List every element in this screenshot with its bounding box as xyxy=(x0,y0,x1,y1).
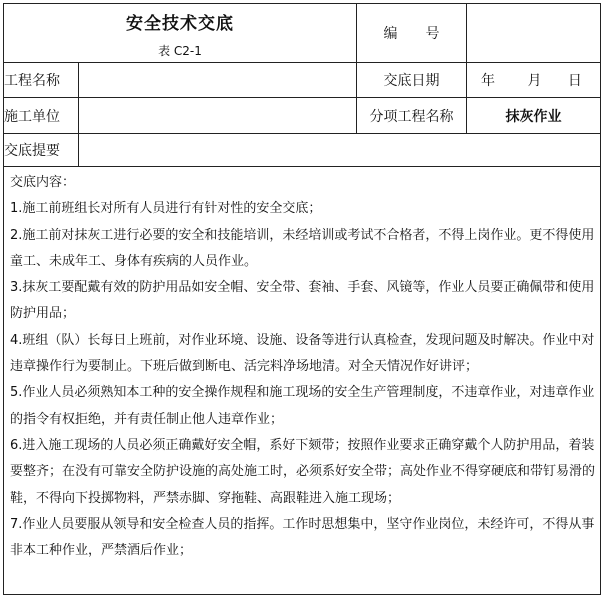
project-name-value[interactable] xyxy=(79,63,357,98)
content-item-3: 3.抹灰工要配戴有效的防护用品如安全帽、安全带、套袖、手套、风镜等，作业人员要正确佩带和使用防护用品； xyxy=(10,280,595,322)
subitem-label: 分项工程名称 xyxy=(357,98,467,134)
content-item-6: 6.进入施工现场的人员必须正确戴好安全帽，系好下颏带；按照作业要求正确穿戴个人防护用品，着装要整齐；在没有可靠安全防护设施的高处施工时，必须系好安全带；高处作业不得穿硬底和带钉易滑的鞋，不得向下投掷物料，严禁赤脚、穿拖鞋、高跟鞋进入施工现场； xyxy=(10,437,596,506)
form-title: 安全技术交底 xyxy=(126,14,234,34)
date-value[interactable] xyxy=(467,63,601,98)
disclosure-content xyxy=(4,167,601,595)
title-cell xyxy=(4,4,357,63)
project-name-label: 工程名称 xyxy=(4,63,79,98)
unit-value[interactable] xyxy=(79,98,357,134)
form-code: 表 C2-1 xyxy=(158,44,202,58)
unit-label: 施工单位 xyxy=(4,98,79,134)
number-value[interactable] xyxy=(467,4,601,63)
date-year: 年 xyxy=(481,73,495,89)
summary-label: 交底提要 xyxy=(4,134,79,167)
content-heading: 交底内容： xyxy=(10,175,76,190)
date-day: 日 xyxy=(567,73,582,89)
content-item-7: 7.作业人员要服从领导和安全检查人员的指挥。工作时思想集中，坚守作业岗位，未经许可，不得从事非本工种作业，严禁酒后作业； xyxy=(10,516,595,559)
summary-value[interactable] xyxy=(79,134,601,167)
date-month: 月 xyxy=(527,73,542,89)
content-item-4: 4.班组（队）长每日上班前，对作业环境、设施、设备等进行认真检查，发现问题及时解决。作业中对违章操作行为要制止。下班后做到断电、活完料净场地清。对全天情况作好讲评； xyxy=(10,332,595,375)
content-item-5: 5.作业人员必须熟知本工种的安全操作规程和施工现场的安全生产管理制度，不违章作业，对违章作业的指令有权拒绝，并有责任制止他人违章作业； xyxy=(10,385,595,427)
number-label: 编 号 xyxy=(357,4,467,63)
subitem-value[interactable]: 抹灰作业 xyxy=(467,98,601,134)
form-table xyxy=(3,3,601,595)
content-item-2: 2.施工前对抹灰工进行必要的安全和技能培训，未经培训或考试不合格者，不得上岗作业。更不得使用童工、未成年工、身体有疾病的人员作业。 xyxy=(10,227,595,269)
date-label: 交底日期 xyxy=(357,63,467,98)
content-item-1: 1.施工前班组长对所有人员进行有针对性的安全交底； xyxy=(10,201,322,217)
